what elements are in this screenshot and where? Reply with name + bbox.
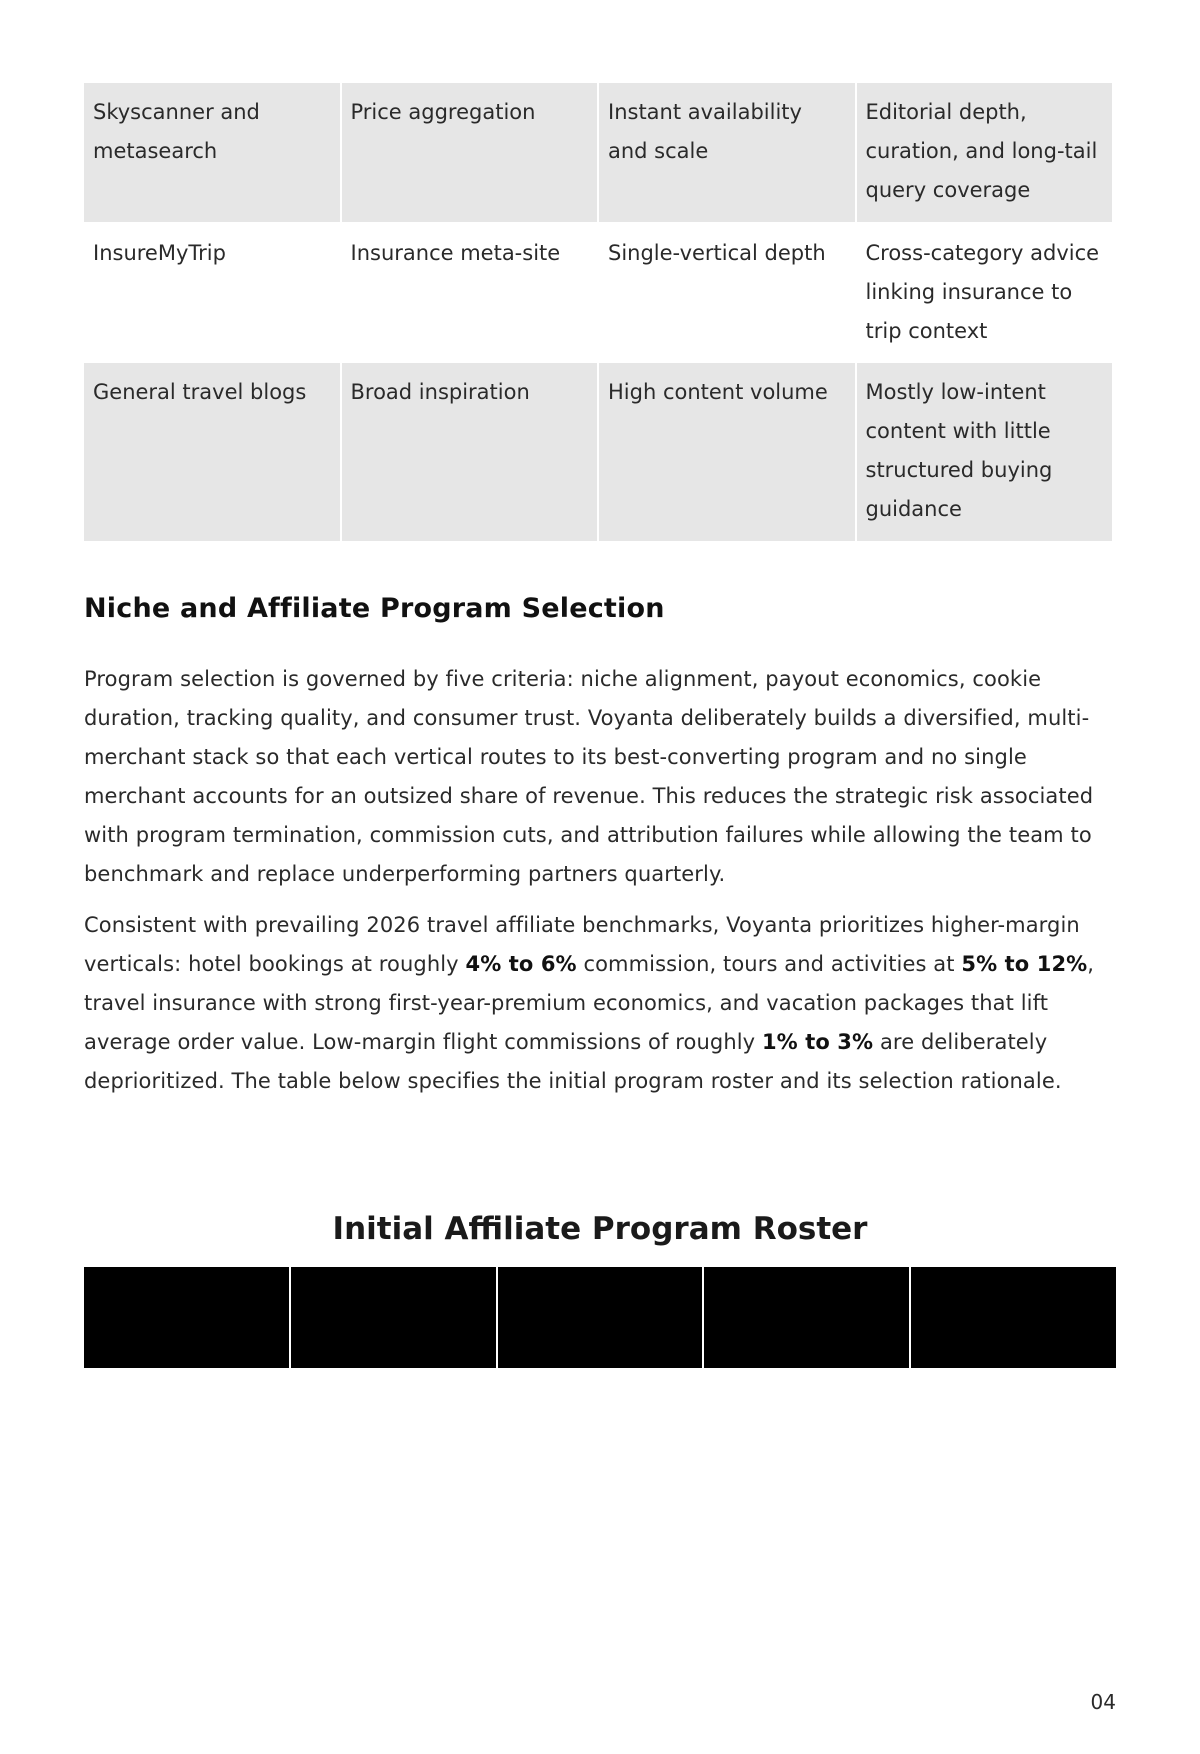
table-row bbox=[84, 222, 1112, 363]
table-cell-competitor: Skyscanner and metasearch bbox=[84, 83, 340, 222]
para-bold: 4% to 6% bbox=[465, 952, 577, 976]
roster-header-cell bbox=[704, 1267, 909, 1368]
table-cell-strength: Single-vertical depth bbox=[599, 222, 855, 363]
roster-header-cell bbox=[84, 1267, 289, 1368]
table-cell-competitor: General travel blogs bbox=[84, 363, 340, 541]
table-cell-gap: Editorial depth, curation, and long-tail query coverage bbox=[857, 83, 1113, 222]
table-cell-model: Price aggregation bbox=[342, 83, 598, 222]
table-cell-competitor: InsureMyTrip bbox=[84, 222, 340, 363]
para-text: commission, tours and activities at bbox=[576, 952, 962, 976]
para-bold: 1% to 3% bbox=[761, 1030, 874, 1054]
roster-table-title: Initial Affiliate Program Roster bbox=[332, 1211, 868, 1247]
competitor-table bbox=[82, 83, 1114, 541]
table-cell-strength: High content volume bbox=[599, 363, 855, 541]
para-text: , travel insurance with strong first-year-premium economics, and vacation packages that lift average order value. Low-margin flight commissions of roughly bbox=[84, 952, 1095, 1054]
table-row bbox=[84, 83, 1112, 222]
para-text: Consistent with prevailing 2026 travel affiliate benchmarks, Voyanta prioritizes higher-margin verticals: hotel bookings at roughly bbox=[84, 913, 1080, 976]
roster-header-cell bbox=[291, 1267, 496, 1368]
table-cell-strength: Instant availability and scale bbox=[599, 83, 855, 222]
roster-header-cell bbox=[498, 1267, 703, 1368]
table-cell-gap: Cross-category advice linking insurance to trip context bbox=[857, 222, 1113, 363]
roster-header-cell bbox=[911, 1267, 1116, 1368]
document-page bbox=[84, 83, 1116, 1368]
body-paragraph-2 bbox=[84, 906, 1116, 1101]
page-number: 04 bbox=[1090, 1690, 1116, 1714]
section-heading: Niche and Affiliate Program Selection bbox=[84, 593, 665, 624]
table-cell-model: Insurance meta-site bbox=[342, 222, 598, 363]
table-row bbox=[84, 363, 1112, 541]
table-cell-gap: Mostly low-intent content with little structured buying guidance bbox=[857, 363, 1113, 541]
table-cell-model: Broad inspiration bbox=[342, 363, 598, 541]
roster-table-header bbox=[84, 1267, 1116, 1368]
body-paragraph-1: Program selection is governed by five criteria: niche alignment, payout economics, cookie duration, tracking quality, and consumer trust. Voyanta deliberately builds a diversified, multi-merchant stack so that each vertical routes to its best-converting program and no single merchant accounts for an outsized share of revenue. This reduces the strategic risk associated with program termination, commission cuts, and attribution failures while allowing the team to benchmark and replace underperforming partners quarterly. bbox=[84, 667, 1094, 886]
para-text: are deliberately deprioritized. The table below specifies the initial program roster and its selection rationale. bbox=[84, 1030, 1062, 1093]
para-bold: 5% to 12% bbox=[961, 952, 1088, 976]
